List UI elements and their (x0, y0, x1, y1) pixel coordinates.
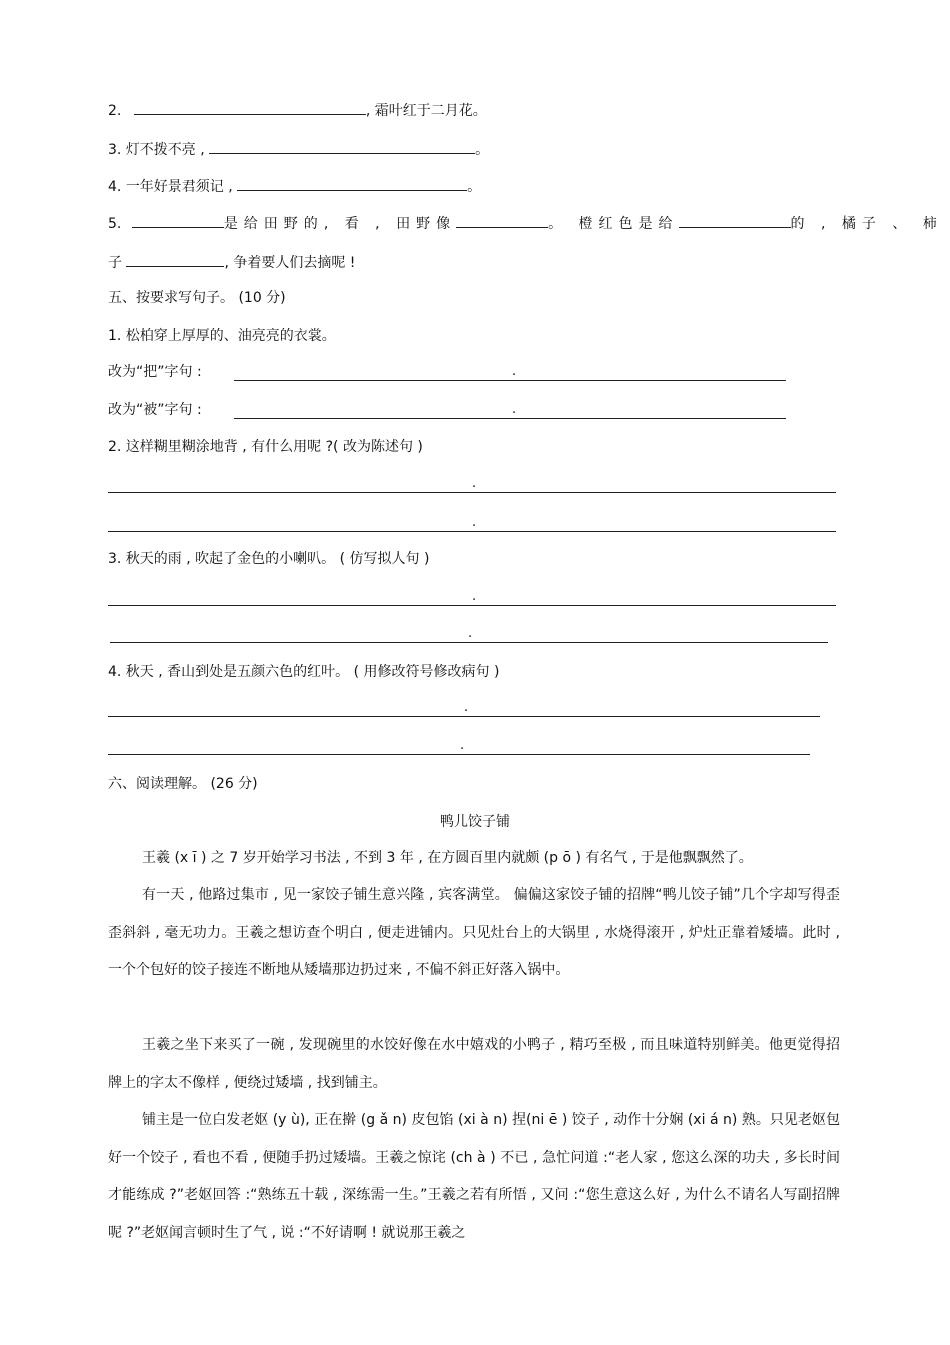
bei-label: 改为“被”字句 : (108, 402, 202, 418)
line-dot: . (472, 589, 477, 604)
answer-blank[interactable] (134, 100, 366, 115)
answer-line[interactable] (108, 754, 810, 755)
line-dot: . (472, 515, 477, 530)
answer-line[interactable] (108, 716, 820, 717)
sentence-3: 3. 秋天的雨 , 吹起了金色的小喇叭。 ( 仿写拟人句 ) (108, 551, 430, 567)
item-text: 一年好景君须记 , (125, 179, 233, 195)
fill-item-3 (108, 139, 489, 159)
section-6-heading: 六、阅读理解。 (26 分) (108, 776, 258, 792)
item-text: 灯不拨不亮 , (125, 142, 205, 158)
answer-blank[interactable] (126, 252, 224, 267)
fill-item-2 (108, 100, 487, 120)
item-text: 。 (467, 179, 482, 195)
fill-item-5-line2 (108, 252, 355, 272)
line-dot: . (512, 364, 517, 379)
item-number: 3. (108, 142, 122, 158)
sentence-4: 4. 秋天 , 香山到处是五颜六色的红叶。 ( 用修改符号修改病句 ) (108, 664, 500, 680)
answer-blank[interactable] (132, 213, 224, 228)
ba-answer-line[interactable] (234, 380, 786, 381)
item-text: 。 (475, 142, 490, 158)
answer-blank[interactable] (209, 139, 475, 154)
section-5-heading: 五、按要求写句子。 (10 分) (108, 290, 286, 306)
answer-blank[interactable] (679, 213, 791, 228)
answer-line[interactable] (110, 642, 828, 643)
story-paragraph-1: 王羲 (x ī ) 之 7 岁开始学习书法 , 不到 3 年 , 在方圆百里内就颇 (p ō ) 有名气 , 于是他飘飘然了。 (142, 850, 753, 866)
item-number: 5. (108, 216, 122, 232)
story-paragraph-3: 王羲之坐下来买了一碗 , 发现碗里的水饺好像在水中嬉戏的小鸭子 , 精巧至极 , 而且味道特别鲜美。他更觉得招牌上的字太不像样 , 便绕过矮墙 , 找到铺主。 (108, 1037, 840, 1091)
line-dot: . (472, 476, 477, 491)
fill-item-5-line1 (108, 213, 943, 233)
line-dot: . (460, 738, 465, 753)
item-text: , 霜叶红于二月花。 (365, 103, 487, 119)
item-number: 4. (108, 179, 122, 195)
fill-item-4 (108, 176, 481, 196)
bei-answer-line[interactable] (234, 418, 786, 419)
answer-blank[interactable] (456, 213, 548, 228)
answer-blank[interactable] (237, 176, 467, 191)
answer-line[interactable] (108, 605, 836, 606)
answer-line[interactable] (108, 531, 836, 532)
item-text: , 争着要人们去摘呢 ! (224, 255, 356, 271)
item-text: 是给田野的 (223, 216, 324, 232)
story-title: 鸭儿饺子铺 (440, 814, 510, 830)
item-text: , 看 , 田野像 (323, 216, 457, 232)
story-paragraph-4: 铺主是一位白发老妪 (y ù), 正在擀 (g ǎ n) 皮包馅 (xi à n) 捏(ni ē ) 饺子 , 动作十分娴 (xi á n) 熟。只见老妪包好一个饺子 , 看也不看 , 便随手扔过矮墙。王羲之惊诧 (ch à ) 不已 , 急忙问道 :“老人家 , 您这么深的功夫 , 多长时间才能练成 ?”老妪回答 :“熟练五十载 , 深练需一生。”王羲之若有所悟 , 又问 :“您生意这么好 , 为什么不请名人写副招牌呢 ?”老妪闻言顿时生了气 , 说 :“不好请啊 ! 就说那王羲之 (108, 1112, 840, 1241)
ba-label: 改为“把”字句 : (108, 364, 202, 380)
sentence-2: 2. 这样糊里糊涂地背 , 有什么用呢 ?( 改为陈述句 ) (108, 439, 423, 455)
item-number: 2. (108, 103, 122, 119)
line-dot: . (464, 700, 469, 715)
story-paragraph-2: 有一天 , 他路过集市 , 见一家饺子铺生意兴隆 , 宾客满堂。 偏偏这家饺子铺的招牌“鸭儿饺子铺”几个字却写得歪歪斜斜 , 毫无功力。王羲之想访查个明白 , 便走进铺内。只见灶台上的大锅里 , 水烧得滚开 , 炉灶正靠着矮墙。此时 , 一个个包好的饺子接连不断地从矮墙那边扔过来 , 不偏不斜正好落入锅中。 (108, 887, 840, 978)
line-dot: . (512, 402, 517, 417)
item-text: 的 , 橘子 、 柿 (790, 216, 943, 232)
item-text: 。 橙红色是给 (548, 216, 679, 232)
line-dot: . (468, 626, 473, 641)
item-text: 子 (108, 255, 122, 271)
sentence-1: 1. 松柏穿上厚厚的、油亮亮的衣裳。 (108, 328, 336, 344)
answer-line[interactable] (108, 492, 836, 493)
